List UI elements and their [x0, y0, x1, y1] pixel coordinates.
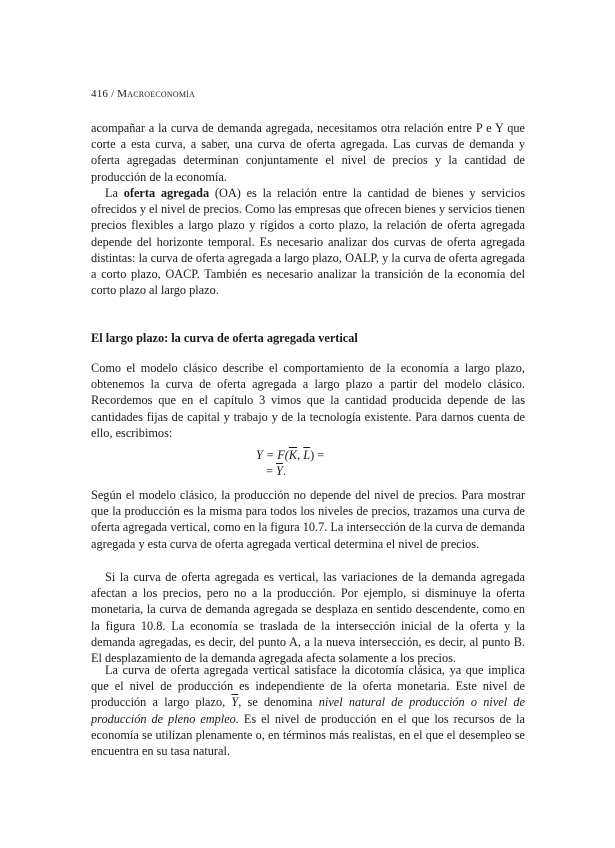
term-oferta-agregada: oferta agregada — [123, 186, 210, 200]
paragraph-5: Si la curva de oferta agregada es vertical, las variaciones de la demanda agregada afectan a los precios, pero no a la producción. Por ejemplo, si disminuye la oferta monetaria, la curva de demanda agregada se desplaza en sentido descendente, como en la figura 10.8. La economía se traslada de la intersección inicial de la oferta y la demanda agregadas, es decir, del punto A, a la nueva intersección, es decir, al punto B. El desplazamiento de la demanda agregada afecta solamente a los precios. — [91, 570, 525, 666]
paragraph-2-body: (OA) es la relación entre la cantidad de bienes y servicios ofrecidos y el nivel de precios. Como las empresas que ofrecen bienes y servicios tienen precios flexibles a largo plazo y rígidos a corto plazo, la relación de oferta agregada depende del horizonte temporal. Es necesario analizar dos curvas de oferta agregada distintas: la curva de oferta agregada a largo plazo, OALP, y la curva de oferta agregada a corto plazo, OACP. También es necesario analizar la transición de la economía del corto plazo al largo plazo. — [91, 186, 526, 298]
paragraph-2 — [91, 185, 525, 298]
paragraph-6 — [91, 662, 525, 759]
section-heading: El largo plazo: la curva de oferta agregada vertical — [91, 331, 358, 345]
equation-L-bar: $\overline{L}$ — [303, 448, 311, 462]
paragraph-6-part-2: , se denomina — [238, 695, 319, 710]
equation-line-2-suffix: . — [282, 464, 286, 478]
equation-Y-bar: $\overline{Y}$ — [276, 464, 283, 478]
paragraph-6-part-1: La curva de oferta agregada vertical satisface la dicotomía clásica, ya que implica que el nivel de producción es independiente de la oferta monetaria. Este nivel de producción a largo plazo, — [91, 663, 525, 710]
paragraph-1: acompañar a la curva de demanda agregada, necesitamos otra relación entre P e Y que corte a esta curva, a saber, una curva de oferta agregada. Las curvas de demanda y oferta agregadas determinan conjuntamente el nivel de precios y la cantidad de producción de la economía. — [91, 121, 525, 184]
equation-line-2-prefix: = — [266, 464, 277, 478]
page-number: 416 — [91, 88, 109, 100]
equation-line-1 — [256, 447, 324, 463]
equation-line-2 — [256, 463, 324, 479]
paragraph-6-part-3: Es el nivel de producción en el que los recursos de la economía se utilizan plenamente o, en términos más realistas, en el que el desempleo se encuentra en su tasa natural. — [91, 711, 525, 759]
equation-line-1-prefix: Y = F( — [256, 448, 289, 462]
paragraph-2-lead: La — [105, 186, 124, 200]
running-head — [91, 88, 195, 100]
running-head-section: Macroeconomía — [117, 88, 195, 100]
paragraph-6-italic-term: nivel natural de producción o nivel de producción de pleno empleo. — [91, 695, 525, 726]
equation-K-bar: $\overline{K}$ — [288, 448, 298, 462]
paragraph-3: Como el modelo clásico describe el comportamiento de la economía a largo plazo, obtenemos la curva de oferta agregada a largo plazo a partir del modelo clásico. Recordemos que en el capítulo 3 vimos que la cantidad producida depende de las cantidades fijas de capital y trabajo y de la tecnología existente. Para darnos cuenta de ello, escribimos: — [91, 361, 525, 440]
y-bar-symbol: $\overline{Y}$ — [231, 695, 239, 710]
running-head-separator: / — [111, 88, 115, 100]
equation-comma: , — [297, 448, 304, 462]
paragraph-4: Según el modelo clásico, la producción no depende del nivel de precios. Para mostrar que la producción es la misma para todos los niveles de precios, trazamos una curva de oferta agregada vertical, como en la figura 10.7. La intersección de la curva de demanda agregada y esta curva de oferta agregada vertical determina el nivel de precios. — [91, 488, 525, 551]
equation — [256, 447, 324, 479]
equation-line-1-suffix: ) = — [310, 448, 325, 462]
